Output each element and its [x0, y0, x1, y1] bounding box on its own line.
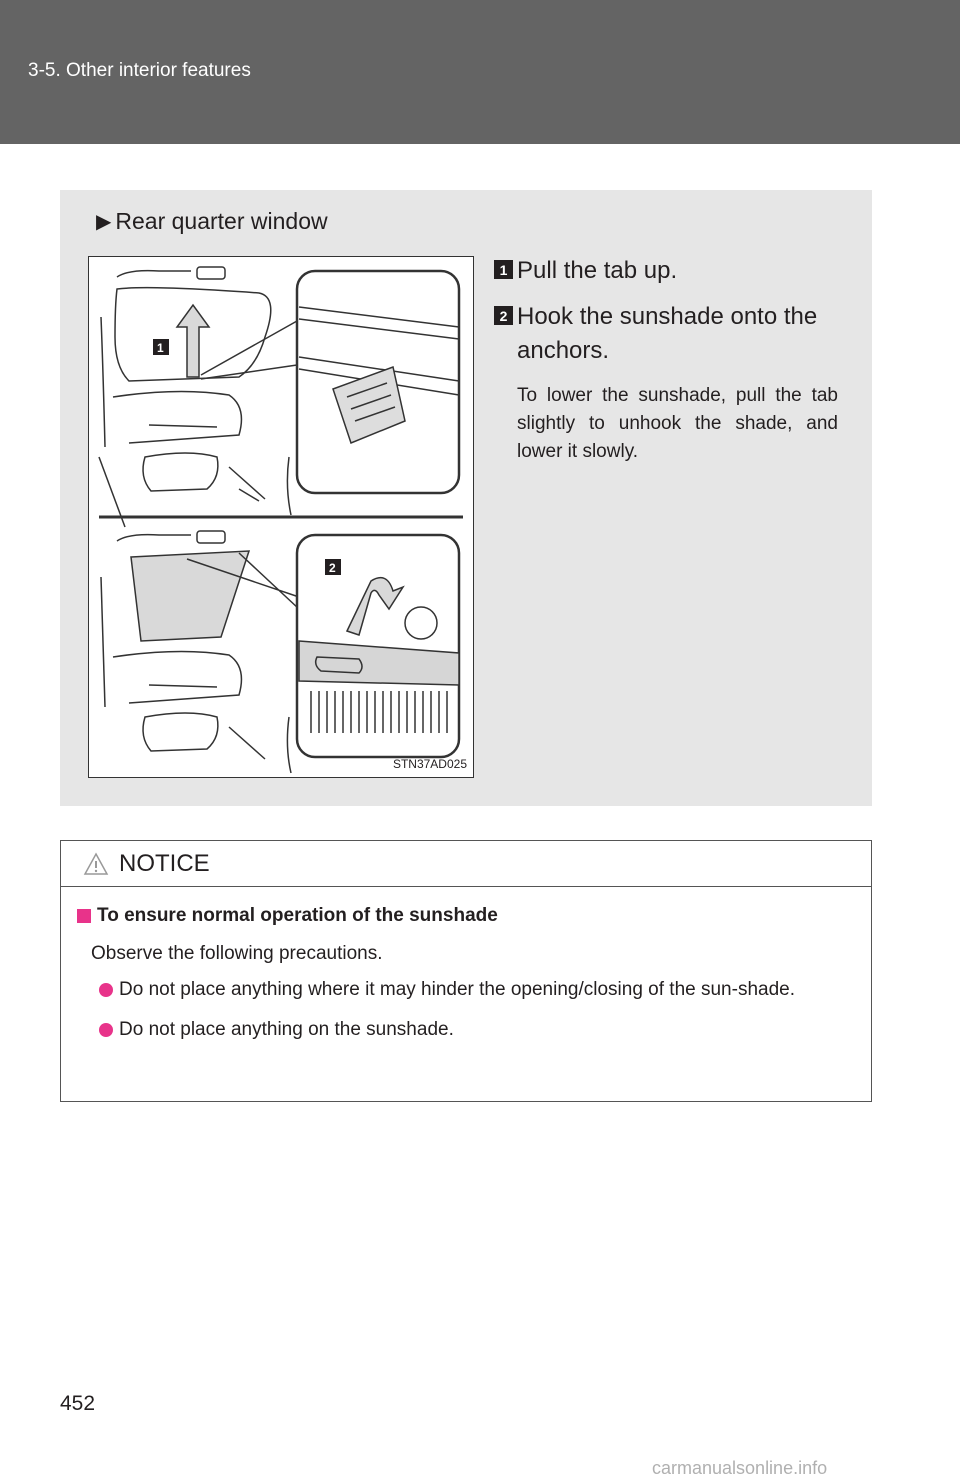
step-number-badge: 2: [494, 306, 513, 325]
notice-bullet: [99, 1015, 851, 1045]
triangle-bullet-icon: ▶: [96, 211, 112, 233]
circle-bullet-icon: [99, 1023, 113, 1037]
figure-step-2-number: 2: [329, 561, 336, 575]
section-breadcrumb: 3-5. Other interior features: [28, 60, 251, 81]
notice-body: [61, 887, 871, 1045]
illustration-figure: [88, 256, 474, 778]
step-note: To lower the sunshade, pull the tab slightly to unhook the shade, and lower it slowly.: [517, 385, 838, 462]
notice-box: [60, 840, 872, 1102]
instruction-panel: [60, 190, 872, 806]
step-number-badge: 1: [494, 260, 513, 279]
page-header: [0, 0, 960, 144]
notice-heading: [77, 905, 851, 927]
figure-step-1-number: 1: [157, 341, 164, 355]
step-item: [494, 300, 838, 368]
figure-code: STN37AD025: [392, 757, 467, 771]
warning-triangle-icon: [83, 852, 109, 876]
step-list: [494, 254, 838, 466]
notice-heading-text: To ensure normal operation of the sunshade: [97, 905, 498, 926]
section-title: [96, 208, 328, 235]
step-item: [494, 254, 838, 288]
notice-bullet: [99, 975, 851, 1005]
step-text: Pull the tab up.: [517, 257, 678, 284]
notice-label: NOTICE: [119, 849, 210, 877]
section-title-text: Rear quarter window: [115, 208, 328, 234]
page-number: 452: [60, 1392, 96, 1415]
sunshade-illustration: [89, 257, 472, 776]
circle-bullet-icon: [99, 983, 113, 997]
notice-intro: Observe the following precautions.: [91, 943, 383, 964]
notice-bullet-text: Do not place anything where it may hinder the opening/closing of the sun-shade.: [119, 979, 795, 1000]
square-bullet-icon: [77, 909, 91, 923]
watermark: carmanualsonline.info: [652, 1458, 828, 1478]
notice-header: [61, 841, 871, 887]
notice-bullet-text: Do not place anything on the sunshade.: [119, 1019, 454, 1040]
step-text: Hook the sunshade onto the anchors.: [517, 303, 818, 364]
